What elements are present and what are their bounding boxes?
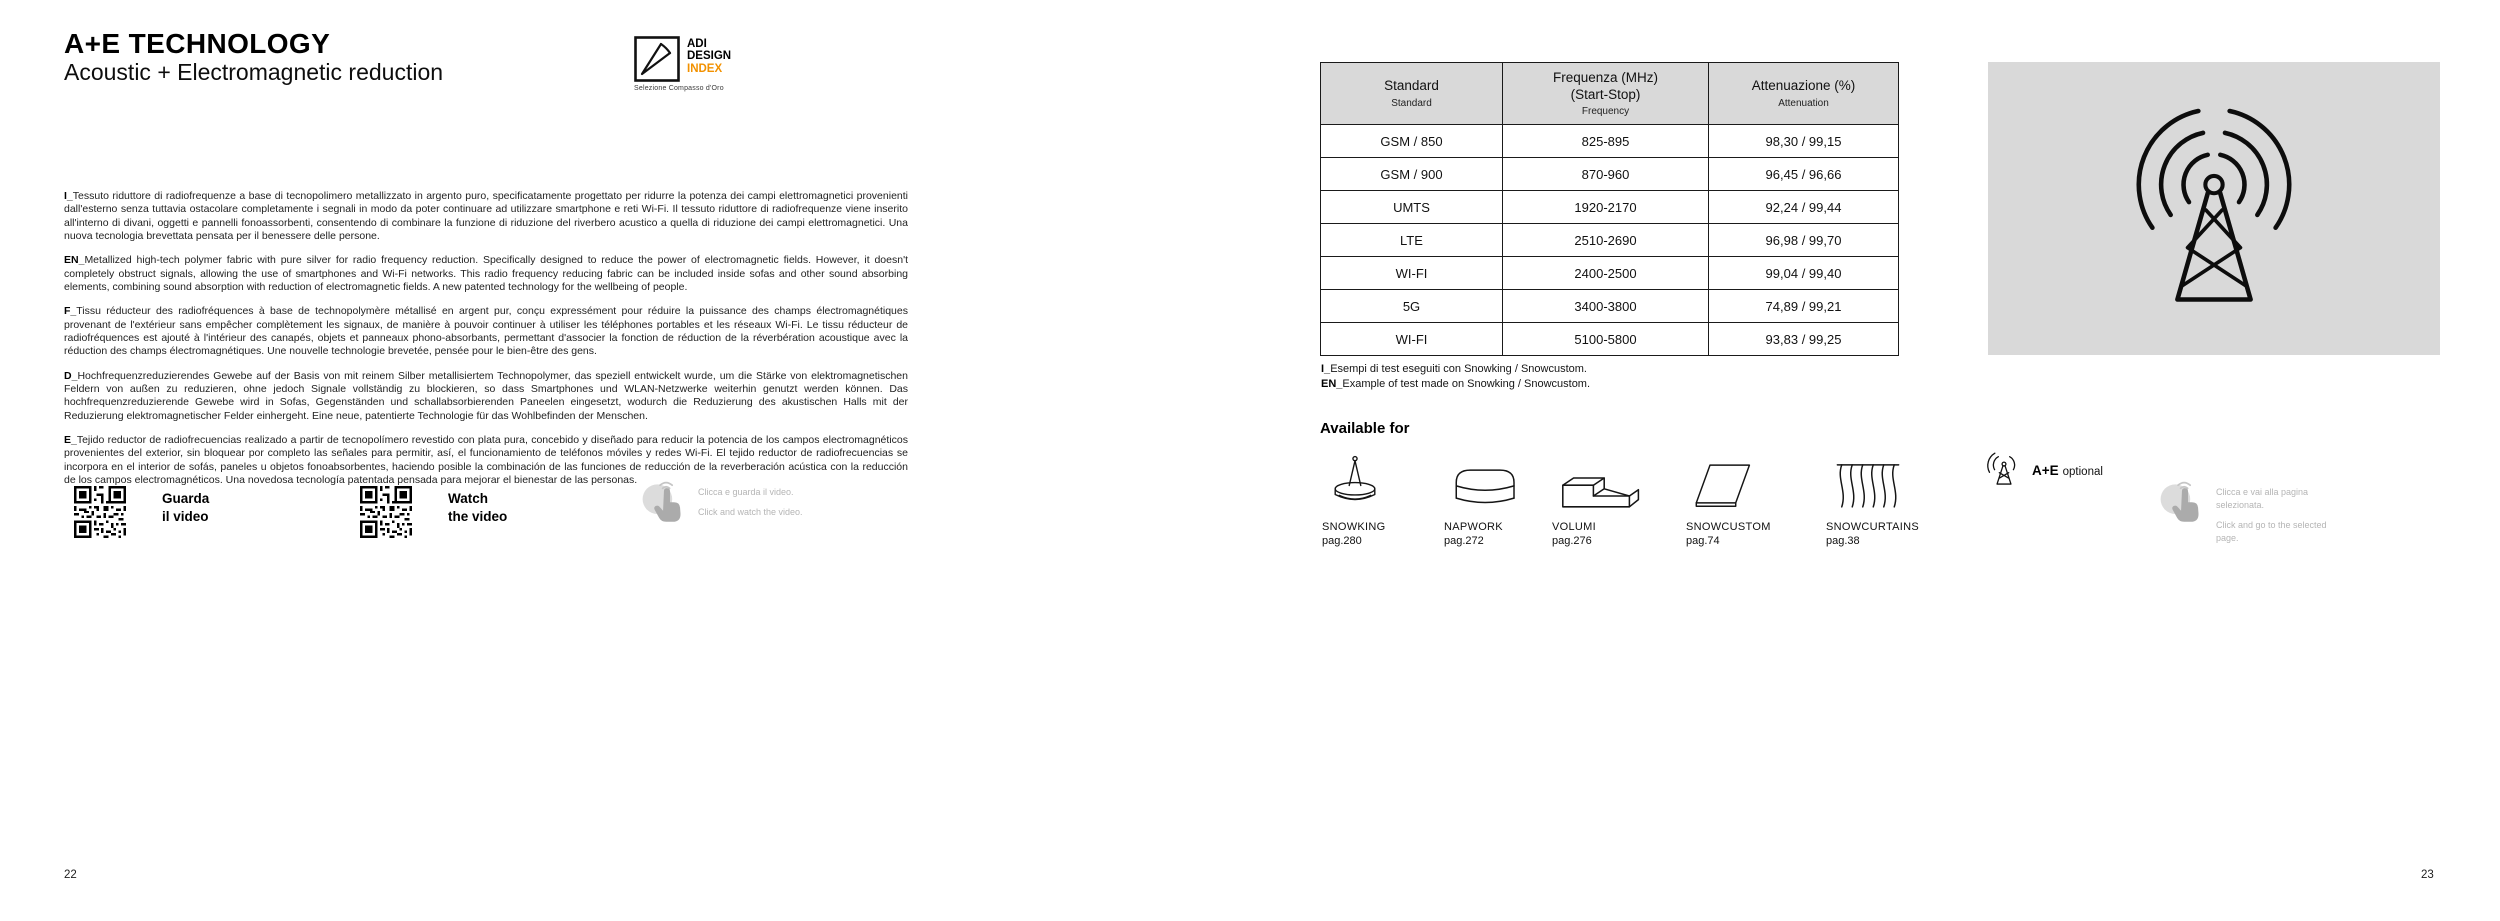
table-row (1321, 257, 1899, 290)
antenna-illustration-panel (1988, 62, 2440, 355)
ae-optional-rest: optional (2062, 466, 2103, 478)
product-name: SNOWCUSTOM (1686, 521, 1771, 533)
hand-pointer-icon (640, 477, 687, 530)
table-header-row (1321, 63, 1899, 125)
video-link-line: Watch (448, 491, 488, 506)
table-row (1321, 125, 1899, 158)
qr-code-guarda-video[interactable] (74, 486, 126, 538)
available-for-heading: Available for (1320, 420, 1410, 437)
paragraph-body: Metallized high-tech polymer fabric with pure silver for radio frequency reduction. Specifically designed to reduce the power of electromagnetic fields. However, it doesn't completely obstruct signals, allowing the use of smartphones and Wi-Fi networks. This radio frequency reducing fabric can be included inside sofas and other sound absorbing elements, combining sound absorption with reduction of electromagnetic fields. A new patented technology for the wellbeing of people. (64, 254, 908, 293)
caption-prefix: EN_ (1321, 378, 1343, 391)
table-cell: 98,30 / 99,15 (1709, 125, 1899, 158)
paragraph-it (64, 190, 908, 243)
video-link-line: il video (162, 508, 209, 524)
adi-word-adi: ADI (687, 38, 707, 50)
paragraph-en (64, 254, 908, 294)
table-cell: UMTS (1321, 191, 1503, 224)
caption-text: Esempi di test eseguiti con Snowking / Snowcustom. (1330, 363, 1587, 375)
caption-prefix: I_ (1321, 363, 1331, 375)
video-link-line: Guarda (162, 491, 210, 506)
table-row (1321, 290, 1899, 323)
qr-code-watch-video[interactable] (360, 486, 412, 538)
table-cell: GSM / 850 (1321, 125, 1503, 158)
table-cell: 92,24 / 99,44 (1709, 191, 1899, 224)
product-name: VOLUMI (1552, 521, 1596, 533)
snowking-icon (1322, 452, 1388, 514)
product-name: NAPWORK (1444, 521, 1503, 533)
page-title: A+E TECHNOLOGY (64, 28, 331, 59)
header-main: Standard (1384, 78, 1439, 94)
adi-caption: Selezione Compasso d'Oro (634, 85, 724, 92)
product-snowcustom[interactable] (1686, 446, 1804, 547)
product-page-ref: pag.74 (1686, 535, 1720, 547)
table-cell: 5G (1321, 290, 1503, 323)
product-page-ref: pag.280 (1322, 535, 1362, 547)
product-page-ref: pag.276 (1552, 535, 1592, 547)
table-cell: LTE (1321, 224, 1503, 257)
table-cell: 825-895 (1503, 125, 1709, 158)
hint-it: Clicca e vai alla pagina selezionata. (2216, 487, 2309, 511)
paragraph-prefix: E_ (64, 433, 77, 446)
table-cell: 1920-2170 (1503, 191, 1709, 224)
click-hint-left (640, 477, 812, 530)
snowcustom-icon (1686, 454, 1758, 514)
table-cell: GSM / 900 (1321, 158, 1503, 191)
radio-tower-icon (2092, 81, 2336, 337)
table-cell: 74,89 / 99,21 (1709, 290, 1899, 323)
page-number-right: 23 (2421, 869, 2434, 881)
paragraph-prefix: EN_ (64, 254, 85, 267)
table-row (1321, 323, 1899, 356)
adi-word-index: INDEX (687, 62, 723, 75)
hand-pointer-icon (2158, 477, 2205, 530)
product-napwork[interactable] (1444, 446, 1562, 547)
table-cell: 96,45 / 96,66 (1709, 158, 1899, 191)
table-cell: 99,04 / 99,40 (1709, 257, 1899, 290)
attenuation-table (1320, 62, 1899, 356)
table-cell: 2400-2500 (1503, 257, 1709, 290)
header-main: Attenuazione (%) (1751, 78, 1856, 94)
ae-optional-bold: A+E (2032, 463, 2059, 478)
adi-design-index-logo (634, 36, 764, 92)
product-snowcurtains[interactable] (1826, 446, 1944, 547)
table-cell: 2510-2690 (1503, 224, 1709, 257)
hint-it: Clicca e guarda il video. (698, 487, 794, 497)
product-page-ref: pag.38 (1826, 535, 1860, 547)
column-header-standard (1321, 63, 1503, 125)
paragraph-body: Tessuto riduttore di radiofrequenze a base di tecnopolimero metallizzato in argento puro, specificatamente progettato per ridurre la potenza dei campi elettromagnetici provenienti dall'esterno senza tuttavia ostacolare completamente i segnali in modo da poter continuare ad utilizzare smartphone e reti Wi-Fi. Il tessuto riduttore di radiofrequenze viene inserito all'interno di divani, oggetti e pannelli fonoassorbenti, consentendo di combinare la funzione di riduzione del riverbero acustico a quella di riduzione dei campi elettromagnetici. Una nuova tecnologia brevettata pensata per il benessere delle persone. (64, 190, 908, 242)
header-main: (Start-Stop) (1570, 86, 1641, 102)
snowcurtains-icon (1826, 456, 1910, 514)
caption-text: Example of test made on Snowking / Snowcustom. (1342, 378, 1591, 391)
video-link-watch[interactable] (448, 490, 507, 525)
header-sub: Frequency (1581, 106, 1630, 118)
header-sub: Attenuation (1778, 97, 1829, 109)
table-cell: 5100-5800 (1503, 323, 1709, 356)
table-cell: 3400-3800 (1503, 290, 1709, 323)
click-hint-text (2216, 477, 2330, 552)
table-row (1321, 224, 1899, 257)
click-hint-right (2158, 477, 2330, 552)
paragraph-body: Tissu réducteur des radiofréquences à base de technopolymère métallisé en argent pur, conçu expressément pour réduire la puissance des champs électromagnétiques provenant de l'extérieur sans empêcher complètement les signaux, de manière à pouvoir continuer à utiliser les téléphones portables et les réseaux Wi-Fi. Le tissu réducteur de radiofréquences est ajouté à l'intérieur des canapés, objets et panneaux phono-absorbants, permettant d'associer la fonction de réduction de la réverbération acoustique avec la réduction des champs électromagnétiques. Une nouvelle technologie brevetée, pensée pour le bien-être des gens. (64, 305, 908, 358)
hint-en: Click and go to the selected page. (2216, 520, 2327, 544)
product-volumi[interactable] (1552, 446, 1670, 547)
description-text (64, 190, 908, 498)
ae-optional-badge (1984, 450, 2103, 492)
caption-en (1321, 377, 1590, 392)
product-page-ref: pag.272 (1444, 535, 1484, 547)
paragraph-body: Hochfrequenzreduzierendes Gewebe auf der Basis von mit reinem Silber metallisiertem Technopolymer, das speziell entwickelt wurde, um die Stärke von elektromagnetischen Feldern von außen zu reduzieren, ohne jedoch Signale vollständig zu blockieren, so dass Smartphones und WLAN-Netzwerke weiterhin genutzt werden können. Das hochfrequenzreduzierende Gewebe wird in Sofas, Gegenständen und schallabsorbierenden Paneelen eingesetzt, wodurch die Reduzierung des akustischen Halls mit der Reduzierung elektromagnetischer Felder einhergeht. Eine neue, patentierte Technologie für das Wohlbefinden der Menschen. (64, 369, 908, 422)
table-cell: 870-960 (1503, 158, 1709, 191)
page-number-left: 22 (64, 869, 77, 881)
click-hint-text (698, 477, 812, 526)
column-header-attenuation (1709, 63, 1899, 125)
column-header-frequency (1503, 63, 1709, 125)
adi-compass-icon (634, 36, 680, 82)
table-cell: WI-FI (1321, 257, 1503, 290)
video-link-line: the video (448, 508, 508, 524)
product-snowking[interactable] (1322, 446, 1440, 547)
video-link-guarda[interactable] (162, 490, 209, 525)
paragraph-de (64, 370, 908, 423)
product-name: SNOWKING (1322, 521, 1386, 533)
table-cell: WI-FI (1321, 323, 1503, 356)
caption-it (1321, 362, 1590, 377)
ae-optional-label (2032, 462, 2103, 480)
antenna-mini-icon (1984, 450, 2024, 492)
paragraph-body: Tejido reductor de radiofrecuencias realizado a partir de tecnopolímero revestido con plata pura, concebido y diseñado para reducir la potencia de los campos electromagnéticos provenientes del exterior, sin bloquear por completo las señales para permitir, así, el funcionamiento de teléfonos móviles y redes Wi-Fi. El tejido reductor de radiofrecuencias se incorpora en el interior de sofás, paneles u objetos fonoabsorbentes, haciendo posible la combinación de las funciones de reducción de la reverberación acústica con la reducción de los campos electromagnéticos. Una novedosa tecnología patentada pensada para mejorar el bienestar de las personas. (64, 433, 908, 486)
paragraph-prefix: F_ (64, 305, 77, 318)
paragraph-prefix: I_ (64, 190, 73, 202)
paragraph-prefix: D_ (64, 369, 78, 382)
napwork-icon (1444, 456, 1528, 514)
table-row (1321, 191, 1899, 224)
table-caption (1321, 362, 1590, 393)
product-name: SNOWCURTAINS (1826, 521, 1920, 533)
header-main: Frequenza (MHz) (1552, 69, 1659, 85)
header-sub: Standard (1391, 97, 1432, 109)
table-cell: 96,98 / 99,70 (1709, 224, 1899, 257)
volumi-icon (1552, 460, 1642, 514)
paragraph-fr (64, 305, 908, 358)
page-subtitle: Acoustic + Electromagnetic reduction (64, 59, 444, 85)
hint-en: Click and watch the video. (698, 507, 803, 518)
table-cell: 93,83 / 99,25 (1709, 323, 1899, 356)
adi-word-design: DESIGN (687, 50, 732, 63)
table-row (1321, 158, 1899, 191)
